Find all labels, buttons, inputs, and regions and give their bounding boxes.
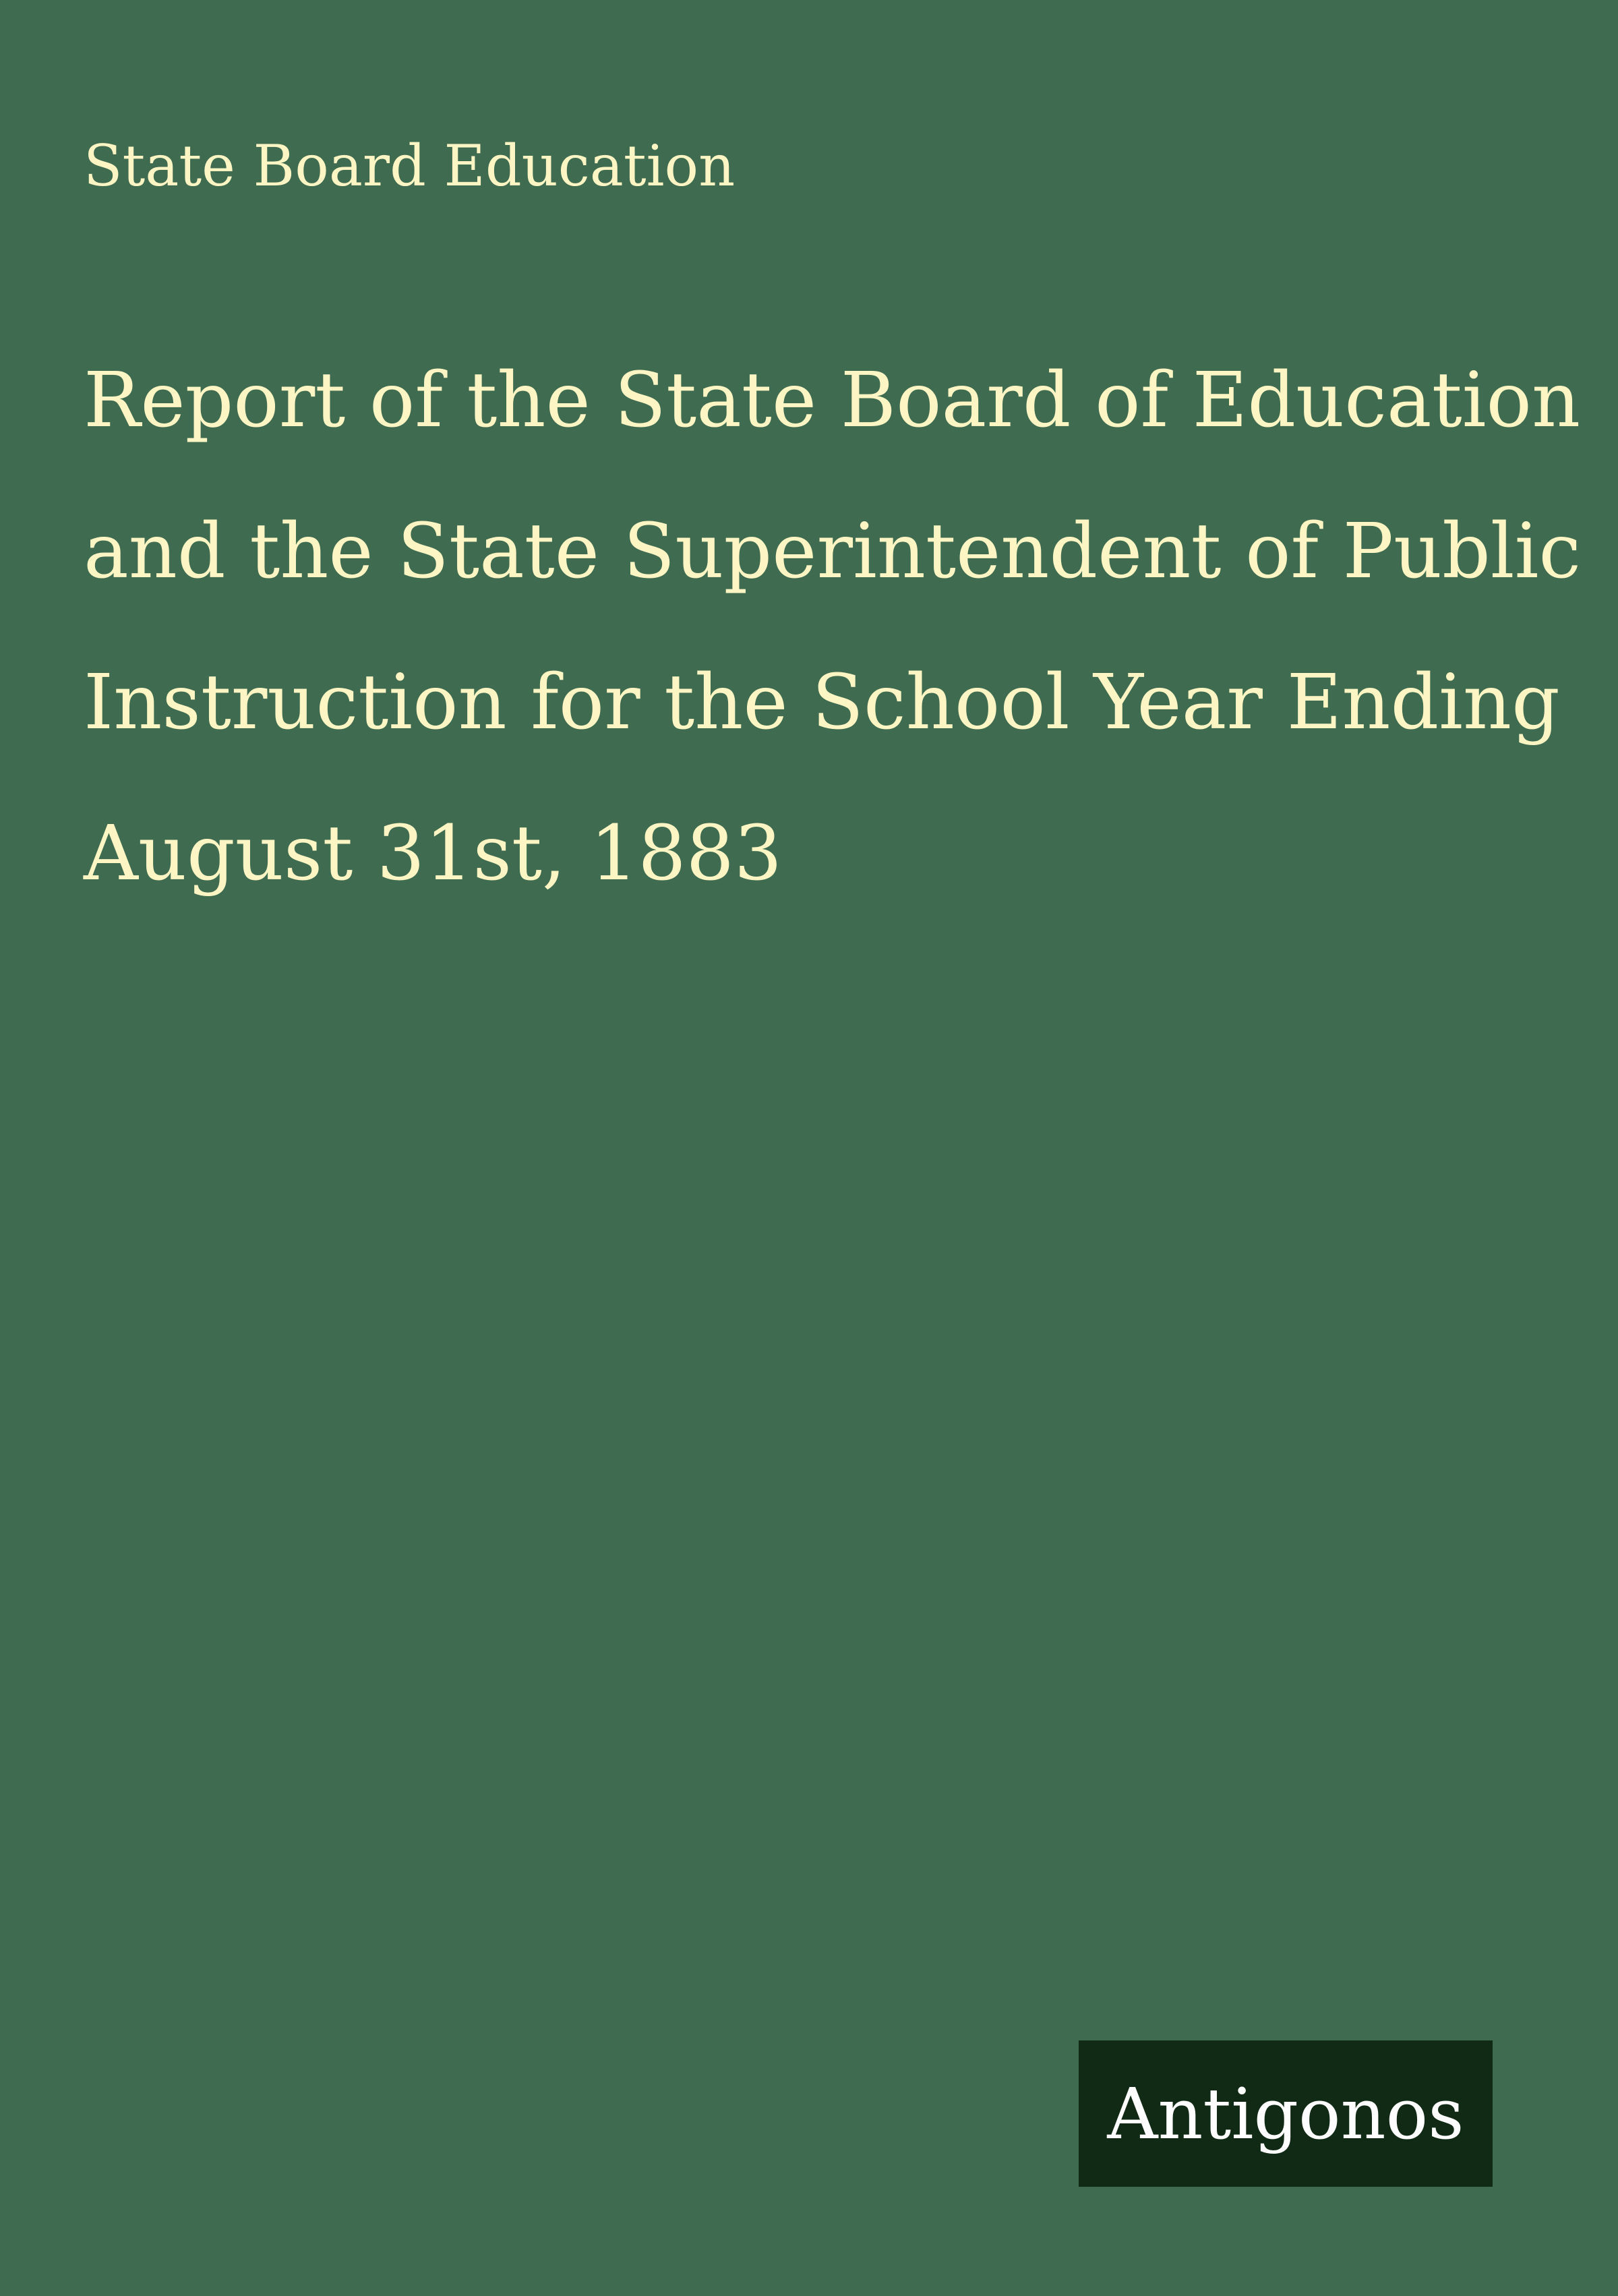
author-name: State Board Education [84, 133, 736, 199]
publisher-name: Antigonos [1107, 2072, 1464, 2155]
book-title [84, 325, 1582, 929]
title-line: Instruction for the School Year Ending [84, 659, 1560, 746]
title-line: Report of the State Board of Education [84, 357, 1581, 444]
title-line: and the State Superintendent of Public [84, 508, 1582, 595]
title-line: August 31st, 1883 [84, 810, 783, 897]
publisher-logo [1079, 2040, 1493, 2187]
